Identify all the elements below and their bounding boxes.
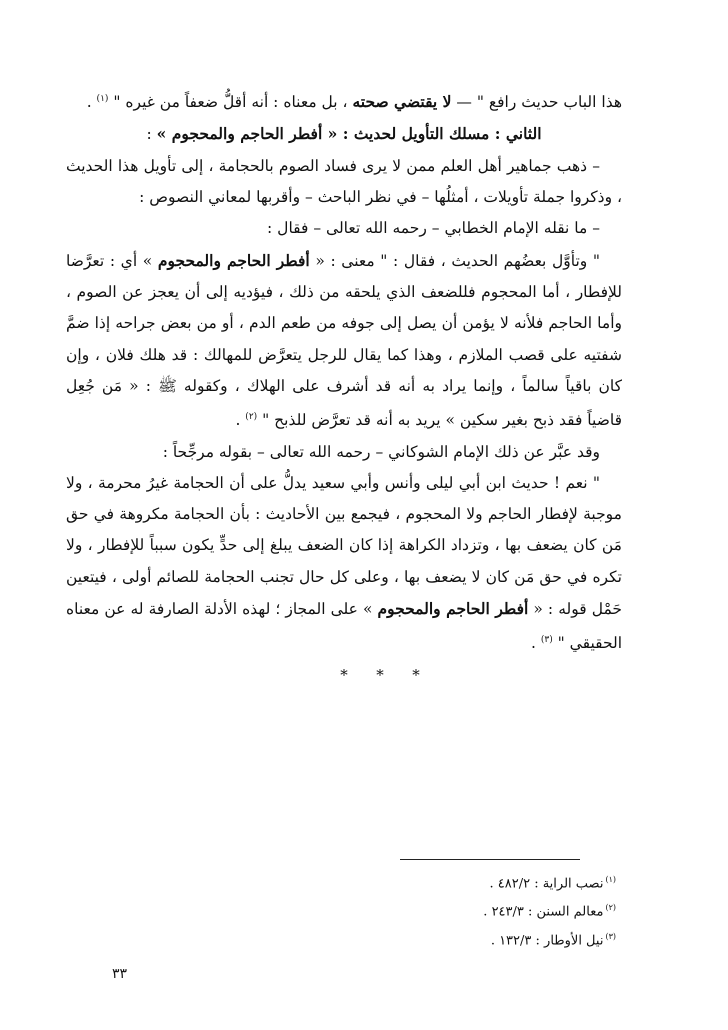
footnote-text: معالم السنن : ٢٤٣/٣ . [483, 904, 604, 920]
footnote-1 [416, 868, 616, 896]
footnote-text: نصب الراية : ٤٨٢/٢ . [489, 876, 604, 892]
paragraph-khattabi-intro: – ما نقله الإمام الخطابي – رحمه الله تعالى – فقال : [267, 219, 600, 238]
footnote-2 [416, 896, 616, 924]
quote-bold-text: أفطر الحاجم والمحجوم [157, 250, 310, 270]
paragraph-majority-view: – ذهب جماهير أهل العلم ممن لا يرى فساد الصوم بالحجامة ، إلى تأويل هذا الحديث ، وذكروا جملة تأويلات ، أمثلُها – في نظر الباحث – وأقربها لمعاني النصوص : [66, 156, 622, 207]
intro-bold-text: لا يقتضي صحته [352, 92, 452, 112]
footnotes [416, 868, 616, 953]
paragraph-khattabi-quote [66, 245, 622, 437]
quote-text-end: . [235, 411, 246, 430]
footnote-reference-1[interactable]: (١) [96, 94, 109, 104]
footnote-3 [416, 925, 616, 953]
separator-star: * [340, 665, 348, 684]
footnote-mark: (٣) [605, 931, 616, 941]
section-heading-lead: الثاني : [489, 124, 542, 144]
footnote-divider [400, 859, 580, 860]
footnote-reference-2[interactable]: (٢) [245, 412, 258, 423]
shawkani-text-continued: » على المجاز ؛ لهذه الأدلة الصارفة له عن معناه الحقيقي " [66, 600, 622, 653]
footnote-text: نيل الأوطار : ١٣٢/٣ . [490, 932, 604, 948]
footnote-mark: (١) [605, 875, 616, 884]
page-number: ٣٣ [112, 966, 128, 982]
paragraph-intro [66, 84, 622, 118]
quote-text: " وتأوَّل بعضُهم الحديث ، فقال : " معنى : « [309, 251, 600, 270]
main-text [66, 84, 622, 691]
intro-text: هذا الباب حديث رافع " — [451, 93, 622, 112]
separator-star: * [412, 665, 420, 684]
footnote-reference-3[interactable]: (٣) [540, 635, 553, 646]
section-separator [66, 660, 622, 691]
intro-text-continued: ، بل معناه : أنه أقلُّ ضعفاً من غيره " [108, 93, 353, 112]
shawkani-text-end: . [530, 634, 541, 653]
shawkani-bold-text: أفطر الحاجم والمحجوم [377, 599, 529, 619]
quote-text-continued: » أي : تعرَّضا للإفطار ، أما المحجوم فللضعف الذي يلحقه من ذلك ، فيؤديه إلى أن يعجز عن الصوم ، وأما الحاجم فلأنه لا يؤمن أن يصل إلى جوفه من طعم الدم ، أو من بعض جراحه إذا ضمَّ شفتيه على قصب الملازم ، وهذا كما يقال للرجل يتعرَّض للمهالك : قد هلك فلان ، وإن كان باقياً سالماً ، وإنما يراد به أنه قد أشرف على الهلاك ، وكقوله ﷺ : « مَن جُعِل قاضياً فقد ذبح بغير سكين » يريد به أنه قد تعرَّض للذبح " [66, 251, 622, 430]
shawkani-text: " نعم ! حديث ابن أبي ليلى وأنس وأبي سعيد يدلُّ على أن الحجامة غيرُ محرمة ، ولا موجبة لإفطار الحاجم ولا المحجوم ، فيجمع بين الأحاديث : بأن الحجامة مكروهة في حق مَن كان يضعف بها ، وتزداد الكراهة إذا كان الضعف يبلغ إلى حدٍّ يكون سبباً للإفطار ، ولا تكره في حق مَن كان لا يضعف بها ، وعلى كل حال تجنب الحجامة للصائم أولى ، فيتعين حَمْل قوله : « [66, 473, 622, 619]
section-heading-title: مسلك التأويل لحديث : « أفطر الحاجم والمحجوم » [156, 124, 490, 144]
section-heading [66, 118, 622, 150]
intro-text-end: . [86, 93, 97, 112]
section-heading-tail: : [146, 125, 157, 144]
paragraph-shawkani-quote [66, 468, 622, 660]
paragraph-shawkani-intro: وقد عبَّر عن ذلك الإمام الشوكاني – رحمه الله تعالى – بقوله مرجِّحاً : [162, 442, 600, 461]
separator-star: * [376, 665, 384, 684]
footnote-mark: (٢) [605, 903, 616, 913]
